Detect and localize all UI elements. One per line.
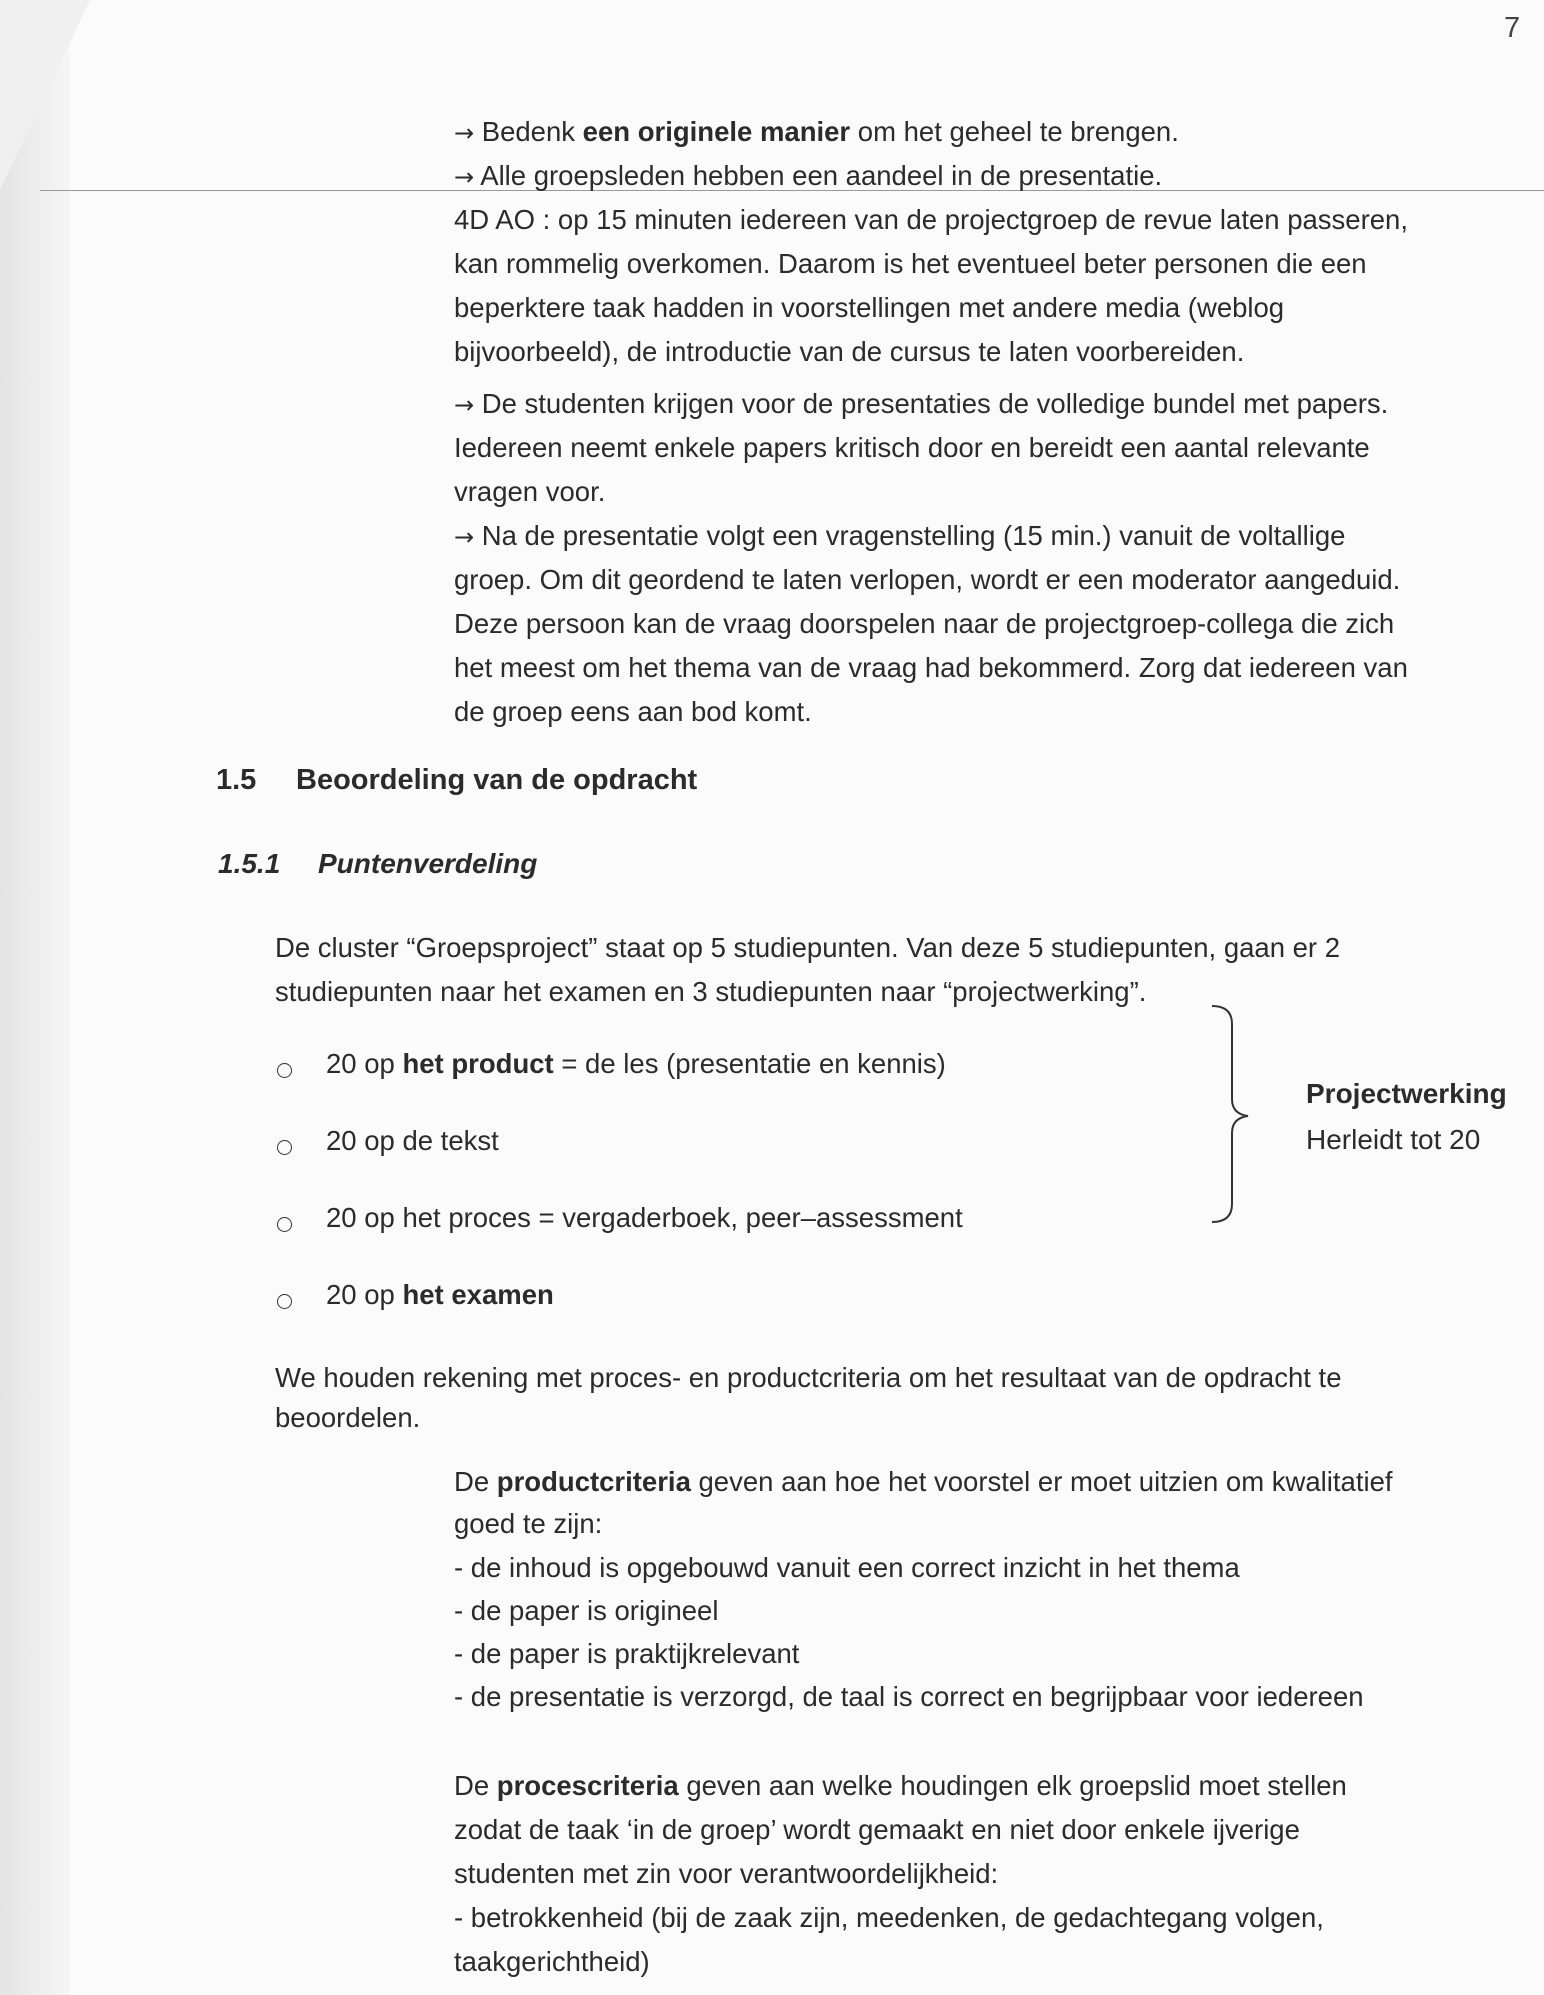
paragraph-line: het meest om het thema van de vraag had bekommerd. Zorg dat iedereen van xyxy=(454,652,1408,683)
subsection-heading: 1.5.1 Puntenverdeling xyxy=(218,848,538,879)
note-line: bijvoorbeeld), de introductie van de cursus te laten voorbereiden. xyxy=(454,336,1245,367)
product-criteria-item: - de inhoud is opgebouwd vanuit een correct inzicht in het thema xyxy=(454,1552,1240,1583)
paragraph-line: vragen voor. xyxy=(454,476,606,507)
page-edge-shadow xyxy=(0,0,70,1995)
points-item: 20 op het product = de les (presentatie en kennis) xyxy=(326,1048,946,1079)
arrow-icon: → xyxy=(454,163,475,191)
projectwerking-subtitle: Herleidt tot 20 xyxy=(1306,1124,1481,1155)
paragraph-line: groep. Om dit geordend te laten verlopen, wordt er een moderator aangeduid. xyxy=(454,564,1401,595)
distribution-line: De cluster “Groepsproject” staat op 5 studiepunten. Van deze 5 studiepunten, gaan er 2 xyxy=(275,932,1341,963)
process-criteria-item: taakgerichtheid) xyxy=(454,1946,650,1977)
points-item: 20 op het examen xyxy=(326,1279,554,1310)
circle-bullet-icon xyxy=(277,1217,292,1232)
criteria-intro-line: beoordelen. xyxy=(275,1402,421,1433)
distribution-line: studiepunten naar het examen en 3 studiepunten naar “projectwerking”. xyxy=(275,976,1147,1007)
product-criteria-item: - de paper is praktijkrelevant xyxy=(454,1638,800,1669)
curly-brace-icon xyxy=(1210,1004,1250,1224)
projectwerking-title: Projectwerking xyxy=(1306,1078,1507,1109)
product-criteria-intro: De productcriteria geven aan hoe het voorstel er moet uitzien om kwalitatief xyxy=(454,1466,1393,1497)
intro-bullet-3: → De studenten krijgen voor de presentaties de volledige bundel met papers. xyxy=(454,388,1389,419)
product-criteria-line: goed te zijn: xyxy=(454,1508,603,1539)
circle-bullet-icon xyxy=(277,1063,292,1078)
paragraph-line: Iedereen neemt enkele papers kritisch door en bereidt een aantal relevante xyxy=(454,432,1370,463)
product-criteria-item: - de paper is origineel xyxy=(454,1595,719,1626)
note-line: 4D AO : op 15 minuten iedereen van de projectgroep de revue laten passeren, xyxy=(454,204,1408,235)
arrow-icon: → xyxy=(454,119,475,147)
product-criteria-item: - de presentatie is verzorgd, de taal is correct en begrijpbaar voor iedereen xyxy=(454,1681,1364,1712)
note-line: kan rommelig overkomen. Daarom is het eventueel beter personen die een xyxy=(454,248,1367,279)
process-criteria-line: studenten met zin voor verantwoordelijkheid: xyxy=(454,1858,999,1889)
page-corner-fold xyxy=(0,0,90,190)
note-line: beperktere taak hadden in voorstellingen met andere media (weblog xyxy=(454,292,1285,323)
process-criteria-intro: De procescriteria geven aan welke houdingen elk groepslid moet stellen xyxy=(454,1770,1347,1801)
arrow-icon: → xyxy=(454,391,475,419)
circle-bullet-icon xyxy=(277,1140,292,1155)
process-criteria-line: zodat de taak ‘in de groep’ wordt gemaakt en niet door enkele ijverige xyxy=(454,1814,1300,1845)
arrow-icon: → xyxy=(454,523,475,551)
paragraph-line: Deze persoon kan de vraag doorspelen naar de projectgroep-collega die zich xyxy=(454,608,1395,639)
process-criteria-item: - betrokkenheid (bij de zaak zijn, meedenken, de gedachtegang volgen, xyxy=(454,1902,1324,1933)
paragraph-line: de groep eens aan bod komt. xyxy=(454,696,812,727)
intro-bullet-1: → Bedenk een originele manier om het geheel te brengen. xyxy=(454,116,1179,147)
page-number: 7 xyxy=(1504,12,1521,44)
criteria-intro-line: We houden rekening met proces- en productcriteria om het resultaat van de opdracht te xyxy=(275,1362,1342,1393)
circle-bullet-icon xyxy=(277,1294,292,1309)
intro-bullet-2: → Alle groepsleden hebben een aandeel in de presentatie. xyxy=(454,160,1163,191)
intro-bullet-4: → Na de presentatie volgt een vragenstelling (15 min.) vanuit de voltallige xyxy=(454,520,1346,551)
section-heading: 1.5 Beoordeling van de opdracht xyxy=(216,764,698,796)
points-item: 20 op de tekst xyxy=(326,1125,499,1156)
points-item: 20 op het proces = vergaderboek, peer–assessment xyxy=(326,1202,963,1233)
